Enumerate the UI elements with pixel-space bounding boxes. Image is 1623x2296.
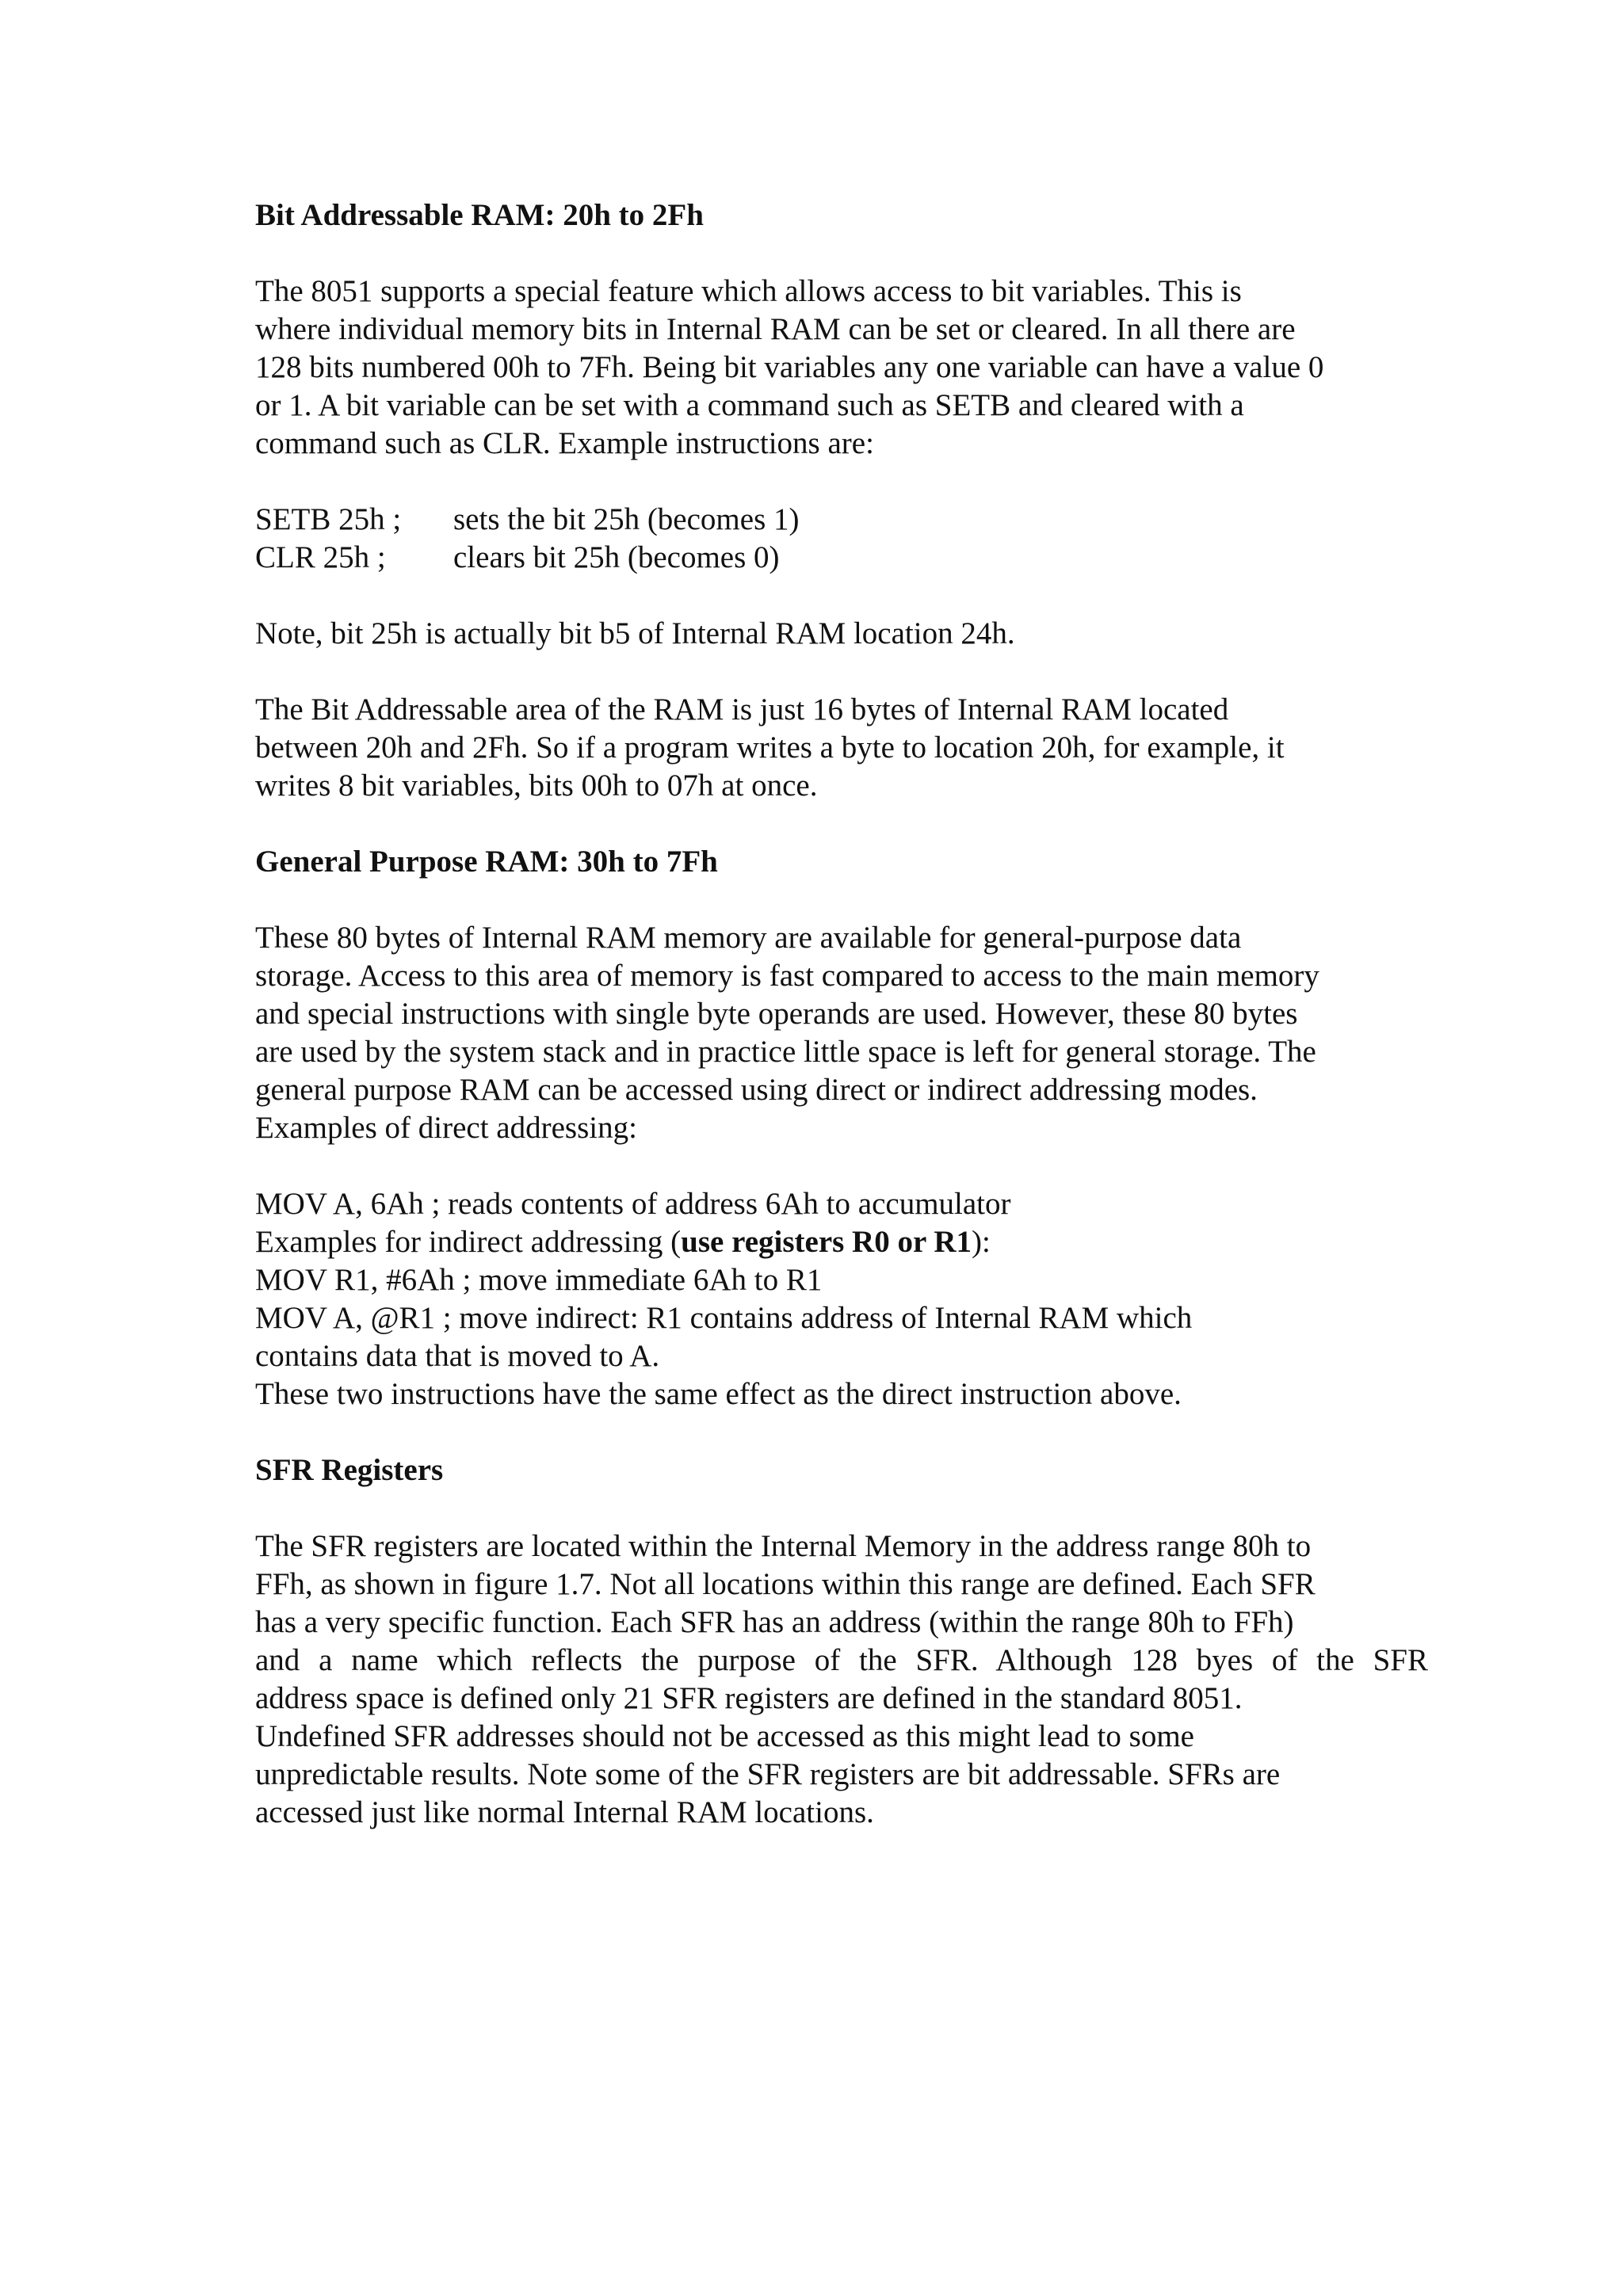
text-line: are used by the system stack and in practice little space is left for general storage. The bbox=[255, 1035, 1316, 1069]
code-comment: clears bit 25h (becomes 0) bbox=[453, 540, 780, 574]
text-line: between 20h and 2Fh. So if a program writes a byte to location 20h, for example, it bbox=[255, 730, 1285, 765]
text-line: The Bit Addressable area of the RAM is just 16 bytes of Internal RAM located bbox=[255, 692, 1229, 727]
paragraph-bit-variables-intro bbox=[255, 273, 1444, 463]
text-line: command such as CLR. Example instructions are: bbox=[255, 426, 874, 460]
code-line-mov-immediate: MOV R1, #6Ah ; move immediate 6Ah to R1 bbox=[255, 1263, 823, 1297]
indirect-addressing-intro bbox=[255, 1223, 1444, 1261]
indirect-intro-bold: use registers R0 or R1 bbox=[681, 1225, 972, 1259]
code-line-continuation: contains data that is moved to A. bbox=[255, 1339, 660, 1373]
text-line: These 80 bytes of Internal RAM memory are available for general-purpose data bbox=[255, 921, 1242, 955]
code-example-block bbox=[255, 501, 1444, 577]
text-line: The SFR registers are located within the Internal Memory in the address range 80h to bbox=[255, 1529, 1312, 1563]
code-instruction: CLR 25h ; bbox=[255, 540, 386, 574]
text-line: FFh, as shown in figure 1.7. Not all locations within this range are defined. Each SFR bbox=[255, 1567, 1316, 1601]
text-line: accessed just like normal Internal RAM locations. bbox=[255, 1795, 874, 1829]
text-line: unpredictable results. Note some of the SFR registers are bit addressable. SFRs are bbox=[255, 1757, 1281, 1791]
code-line-direct-mov: MOV A, 6Ah ; reads contents of address 6Ah to accumulator bbox=[255, 1187, 1011, 1221]
text-line: The 8051 supports a special feature which allows access to bit variables. This is bbox=[255, 274, 1242, 308]
text-line: address space is defined only 21 SFR registers are defined in the standard 8051. bbox=[255, 1681, 1243, 1715]
text-line: Examples of direct addressing: bbox=[255, 1111, 637, 1145]
text-line: storage. Access to this area of memory is fast compared to access to the main memory bbox=[255, 959, 1319, 993]
text-line: 128 bits numbered 00h to 7Fh. Being bit variables any one variable can have a value 0 bbox=[255, 350, 1324, 384]
text-line-summary: These two instructions have the same effect as the direct instruction above. bbox=[255, 1377, 1182, 1411]
code-instruction: SETB 25h ; bbox=[255, 502, 402, 536]
document-body bbox=[255, 196, 1444, 1832]
section-heading-sfr-registers: SFR Registers bbox=[255, 1453, 444, 1487]
indirect-intro-suffix: ): bbox=[972, 1225, 991, 1259]
text-line: has a very specific function. Each SFR has an address (within the range 80h to FFh) bbox=[255, 1605, 1294, 1639]
indirect-intro-prefix: Examples for indirect addressing ( bbox=[255, 1225, 682, 1259]
code-comment: sets the bit 25h (becomes 1) bbox=[453, 502, 800, 536]
code-example-row bbox=[255, 501, 1444, 539]
text-line: and special instructions with single byte operands are used. However, these 80 bytes bbox=[255, 997, 1298, 1031]
paragraph-general-purpose-ram bbox=[255, 919, 1444, 1147]
paragraph-bit-addressable-area bbox=[255, 691, 1444, 805]
text-line: Undefined SFR addresses should not be accessed as this might lead to some bbox=[255, 1719, 1194, 1753]
section-heading-general-purpose-ram: General Purpose RAM: 30h to 7Fh bbox=[255, 845, 718, 879]
paragraph-note: Note, bit 25h is actually bit b5 of Internal RAM location 24h. bbox=[255, 616, 1015, 650]
addressing-examples-block bbox=[255, 1185, 1444, 1413]
text-line: or 1. A bit variable can be set with a command such as SETB and cleared with a bbox=[255, 388, 1244, 422]
code-line-mov-indirect: MOV A, @R1 ; move indirect: R1 contains address of Internal RAM which bbox=[255, 1301, 1193, 1335]
section-heading-bit-addressable-ram: Bit Addressable RAM: 20h to 2Fh bbox=[255, 198, 704, 232]
text-line: writes 8 bit variables, bits 00h to 07h at once. bbox=[255, 769, 818, 803]
text-line: general purpose RAM can be accessed using direct or indirect addressing modes. bbox=[255, 1073, 1258, 1107]
text-line: where individual memory bits in Internal RAM can be set or cleared. In all there are bbox=[255, 312, 1296, 346]
paragraph-sfr-registers bbox=[255, 1527, 1444, 1832]
text-line-justified: and a name which reflects the purpose of the SFR. Although 128 byes of the SFR bbox=[255, 1643, 1428, 1677]
code-example-row bbox=[255, 539, 1444, 577]
